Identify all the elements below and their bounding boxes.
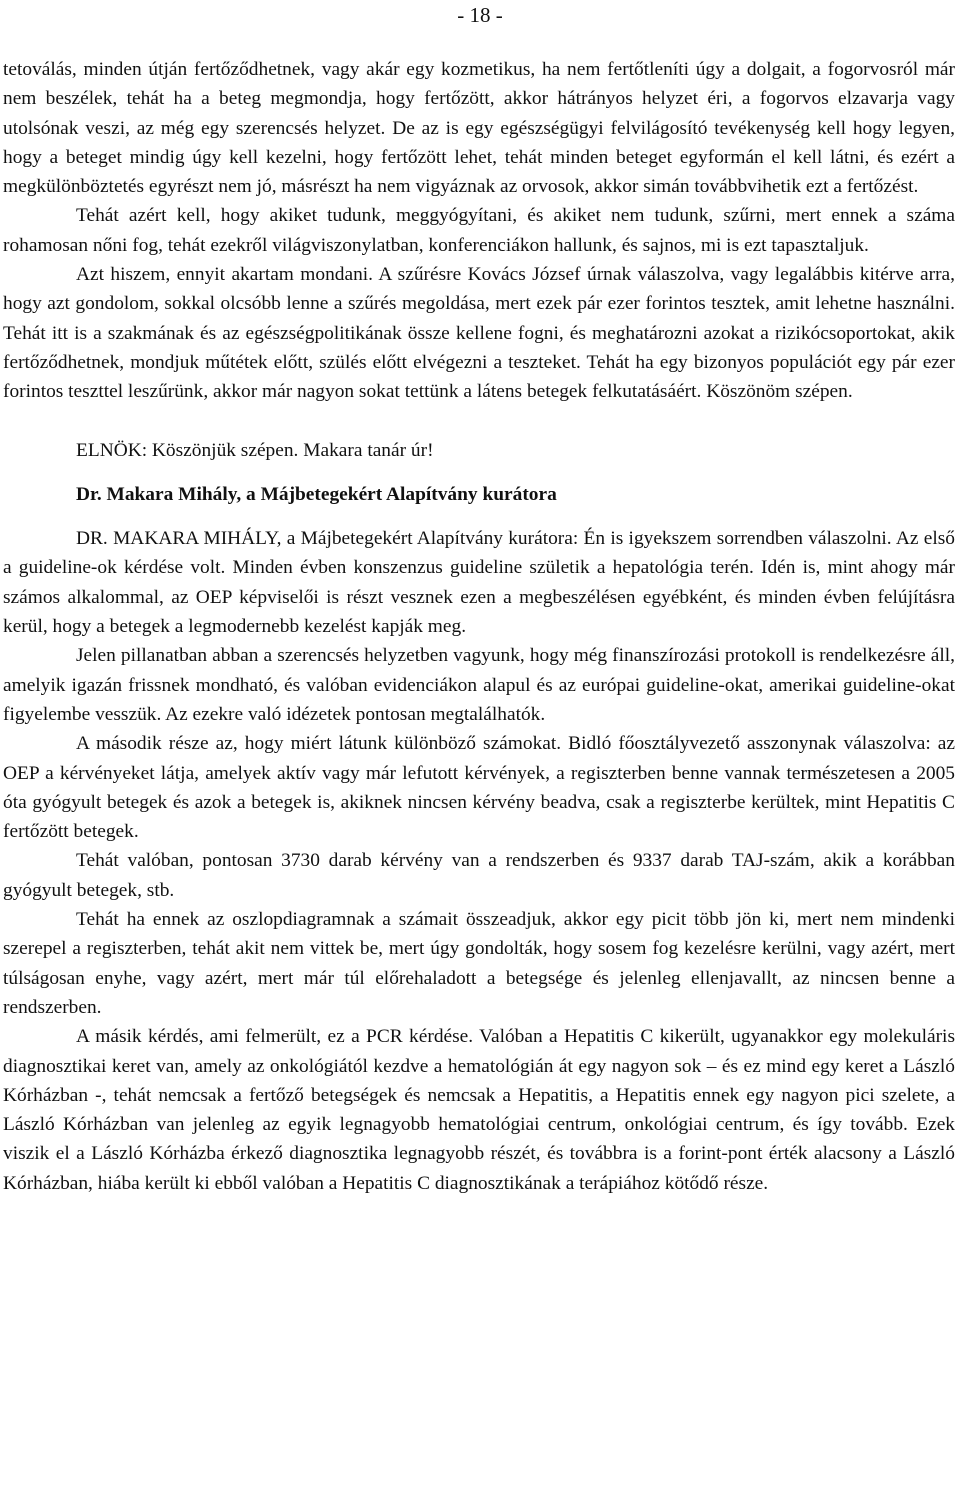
document-body (3, 55, 955, 1198)
paragraph-2: Tehát azért kell, hogy akiket tudunk, meggyógyítani, és akiket nem tudunk, szűrni, mert ennek a száma rohamosan nőni fog, tehát ezekről világviszonylatban, konferenciákon hallunk, és sajnos, mi is ezt tapasztaljuk. (3, 205, 955, 256)
paragraph-speaker-5: Tehát ha ennek az oszlopdiagramnak a számait összeadjuk, akkor egy picit több jön ki, mert nem mindenki szerepel a regiszterben, tehát akit nem vittek be, mert úgy gondolták, hogy sosem fog kezelésre kerülni, vagy azért, mert túlságosan enyhe, vagy azért, mert már túl előrehaladott a betegsége és jelenleg ellenjavallt, az nincsen benne a rendszerben. (3, 909, 955, 1018)
paragraph-1: tetoválás, minden útján fertőződhetnek, vagy akár egy kozmetikus, ha nem fertőtleníti úgy a dolgait, a fogorvosról már nem beszélek, tehát ha a beteg megmondja, hogy fertőzött, akkor hátrányos helyzet éri, a fogorvos elzavarja vagy utolsónak veszi, az még egy szerencsés helyzet. De az is egy egészségügyi felvilágosító tevékenység kell hogy legyen, hogy a beteget mindig úgy kell kezelni, hogy fertőzött lehet, tehát minden beteget egyformán el kell látni, és ezért a megkülönböztetés egyrészt nem jó, másrészt ha nem vigyáznak az orvosok, akkor simán továbbvihetik ezt a fertőzést. (3, 59, 955, 198)
paragraph-speaker-6: A másik kérdés, ami felmerült, ez a PCR kérdése. Valóban a Hepatitis C kikerült, ugyanakkor egy molekuláris diagnosztikai keret van, amely az onkológiától kezdve a hematológián át egy nagyon sok – és ez mind egy keret a László Kórházban -, tehát nemcsak a fertőző betegségek és nemcsak a Hepatitis, a Hepatitis ennek egy nagyon pici szelete, a László Kórházban van jelenleg az egyik legnagyobb hematológiai centrum, onkológiai centrum, és így tovább. Ezek viszik el a László Kórházba érkező diagnosztika legnagyobb részét, és továbbra is a forint-pont érték alacsony a László Kórházban, hiába került ki ebből valóban a Hepatitis C diagnosztikának a terápiához kötődő része. (3, 1026, 955, 1194)
page-number: - 18 - (457, 3, 503, 27)
paragraph-speaker-3: A második része az, hogy miért látunk különböző számokat. Bidló főosztályvezető asszonynak válaszolva: az OEP a kérvényeket látja, amelyek aktív vagy már lefutott kérvények, a regiszterben benne vannak természetesen a 2005 óta gyógyult betegek és azok a betegek is, akiknek nincsen kérvény beadva, csak a regiszterbe kerültek, mint Hepatitis C fertőzött betegek. (3, 733, 955, 843)
paragraph-3: Azt hiszem, ennyit akartam mondani. A szűrésre Kovács József úrnak válaszolva, vagy legalábbis kitérve arra, hogy azt gondolom, sokkal olcsóbb lenne a szűrés megoldása, mert ezek pár ezer forintos tesztek, amit lehetne használni. Tehát itt is a szakmának és az egészségpolitikának össze kellene fogni, és meghatározni azokat a rizikócsoportokat, akik fertőződhetnek, mondjuk műtétek előtt, szülés előtt elvégezni a teszteket. Tehát ha egy bizonyos populációt egy pár ezer forintos teszttel leszűrünk, akkor már nagyon sokat tettünk a látens betegek felkutatásáért. Köszönöm szépen. (3, 264, 955, 403)
speaker-heading: Dr. Makara Mihály, a Májbetegekért Alapítvány kurátora (76, 483, 557, 505)
chair-remark: ELNÖK: Köszönjük szépen. Makara tanár úr! (76, 439, 434, 461)
paragraph-speaker-2: Jelen pillanatban abban a szerencsés helyzetben vagyunk, hogy még finanszírozási protokoll is rendelkezésre áll, amelyik igazán frissnek mondható, és valóban evidenciákon alapul és az európai guideline-okat, amerikai guideline-okat figyelembe vesszük. Az ezekre való idézetek pontosan megtalálhatók. (3, 645, 955, 725)
paragraph-speaker-1: DR. MAKARA MIHÁLY, a Májbetegekért Alapítvány kurátora: Én is igyekszem sorrendben válaszolni. Az első a guideline-ok kérdése volt. Minden évben konszenzus guideline születik a hepatológia terén. Idén is, mint ahogy már számos alkalommal, az OEP képviselői is részt vesznek ezen a megbeszélésen egyébként, és minden évben felújításra kerül, hogy a betegek a legmodernebb kezelést kapják meg. (3, 528, 955, 638)
paragraph-speaker-4: Tehát valóban, pontosan 3730 darab kérvény van a rendszerben és 9337 darab TAJ-szám, akik a korábban gyógyult betegek, stb. (3, 850, 955, 901)
